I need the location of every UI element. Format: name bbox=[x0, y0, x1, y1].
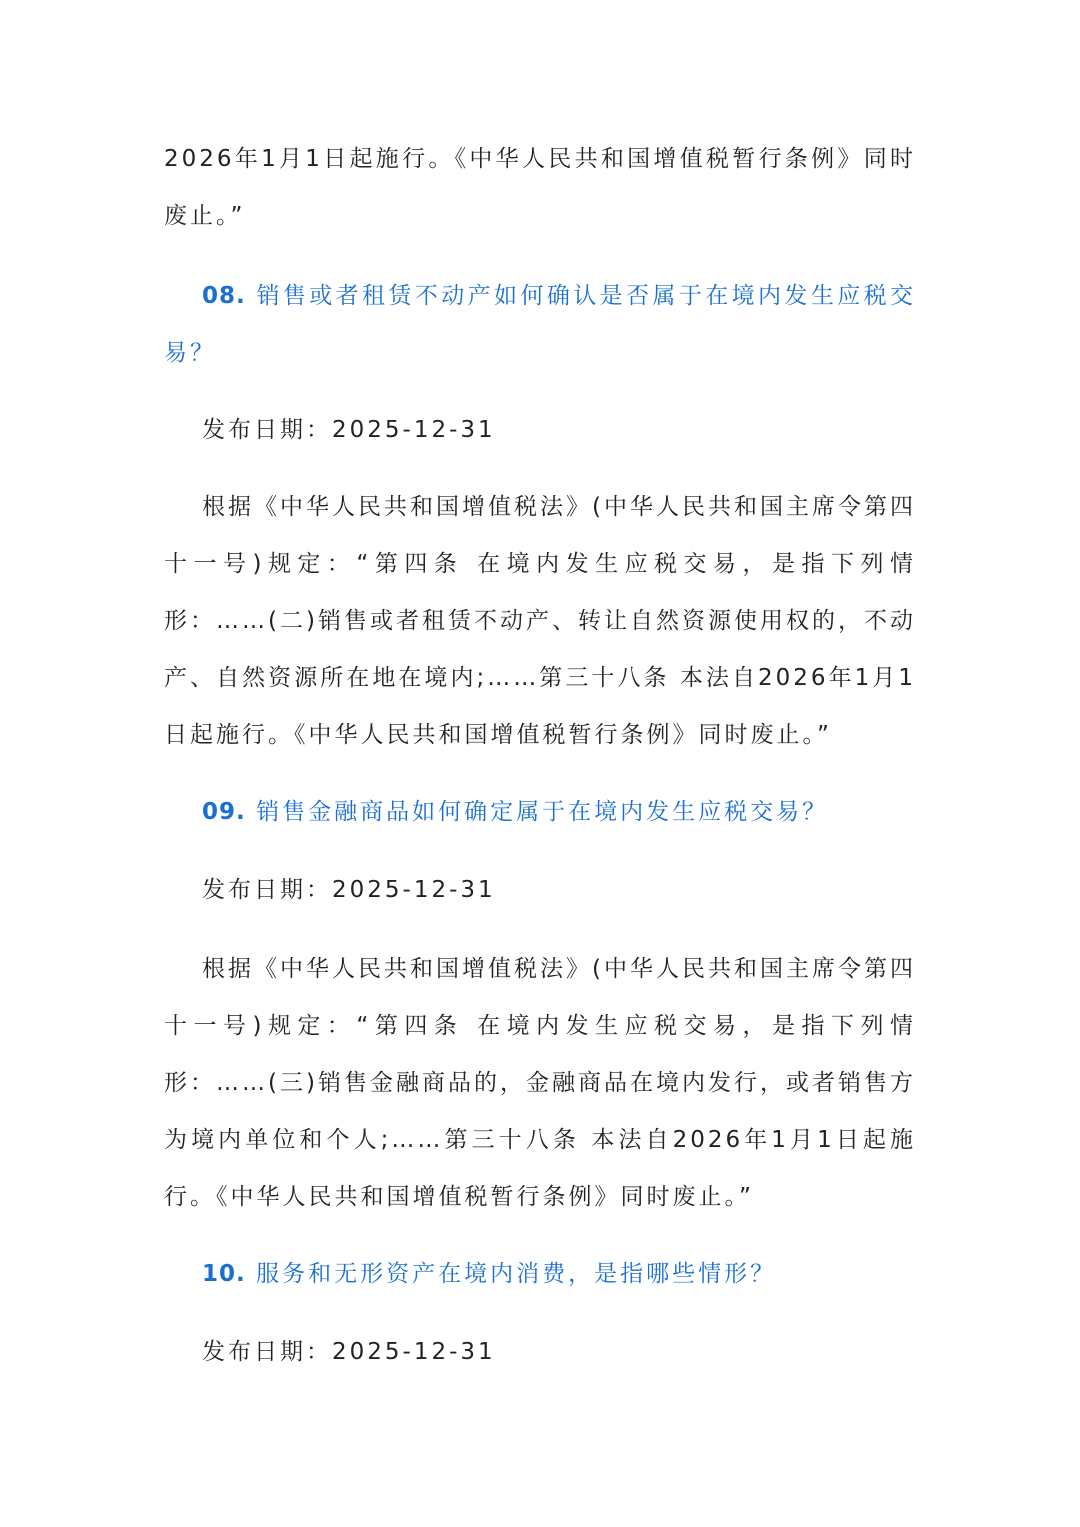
paragraph-continuation: 2026年1月1日起施行。《中华人民共和国增值税暂行条例》同时废止。” bbox=[164, 146, 916, 229]
publish-date-09 bbox=[202, 862, 954, 919]
date-value: 2025-12-31 bbox=[332, 877, 496, 903]
question-text: 服务和无形资产在境内消费，是指哪些情形？ bbox=[256, 1261, 777, 1287]
question-09 bbox=[164, 784, 916, 841]
question-text: 销售金融商品如何确定属于在境内发生应税交易？ bbox=[256, 799, 829, 825]
answer-paragraph-08: 根据《中华人民共和国增值税法》(中华人民共和国主席令第四十一号)规定：“第四条 在境内发生应税交易，是指下列情形：……(二)销售或者租赁不动产、转让自然资源使用权的，不动产、自然资源所在地在境内;……第三十八条 本法自2026年1月1日起施行。《中华人民共和国增值税暂行条例》同时废止。” bbox=[164, 494, 916, 748]
question-number: 09. bbox=[202, 799, 246, 825]
question-08 bbox=[164, 268, 916, 382]
date-label: 发布日期： bbox=[202, 417, 332, 443]
answer-paragraph-09: 根据《中华人民共和国增值税法》(中华人民共和国主席令第四十一号)规定：“第四条 在境内发生应税交易，是指下列情形：……(三)销售金融商品的，金融商品在境内发行，或者销售方为境内单位和个人;……第三十八条 本法自2026年1月1日起施行。《中华人民共和国增值税暂行条例》同时废止。” bbox=[164, 956, 916, 1210]
date-value: 2025-12-31 bbox=[332, 1339, 496, 1365]
publish-date-10 bbox=[202, 1324, 954, 1381]
date-label: 发布日期： bbox=[202, 1339, 332, 1365]
question-number: 08. bbox=[202, 283, 246, 309]
date-label: 发布日期： bbox=[202, 877, 332, 903]
date-value: 2025-12-31 bbox=[332, 417, 496, 443]
question-10 bbox=[164, 1246, 916, 1303]
question-text: 销售或者租赁不动产如何确认是否属于在境内发生应税交易？ bbox=[164, 283, 917, 366]
publish-date-08 bbox=[202, 402, 954, 459]
question-number: 10. bbox=[202, 1261, 246, 1287]
